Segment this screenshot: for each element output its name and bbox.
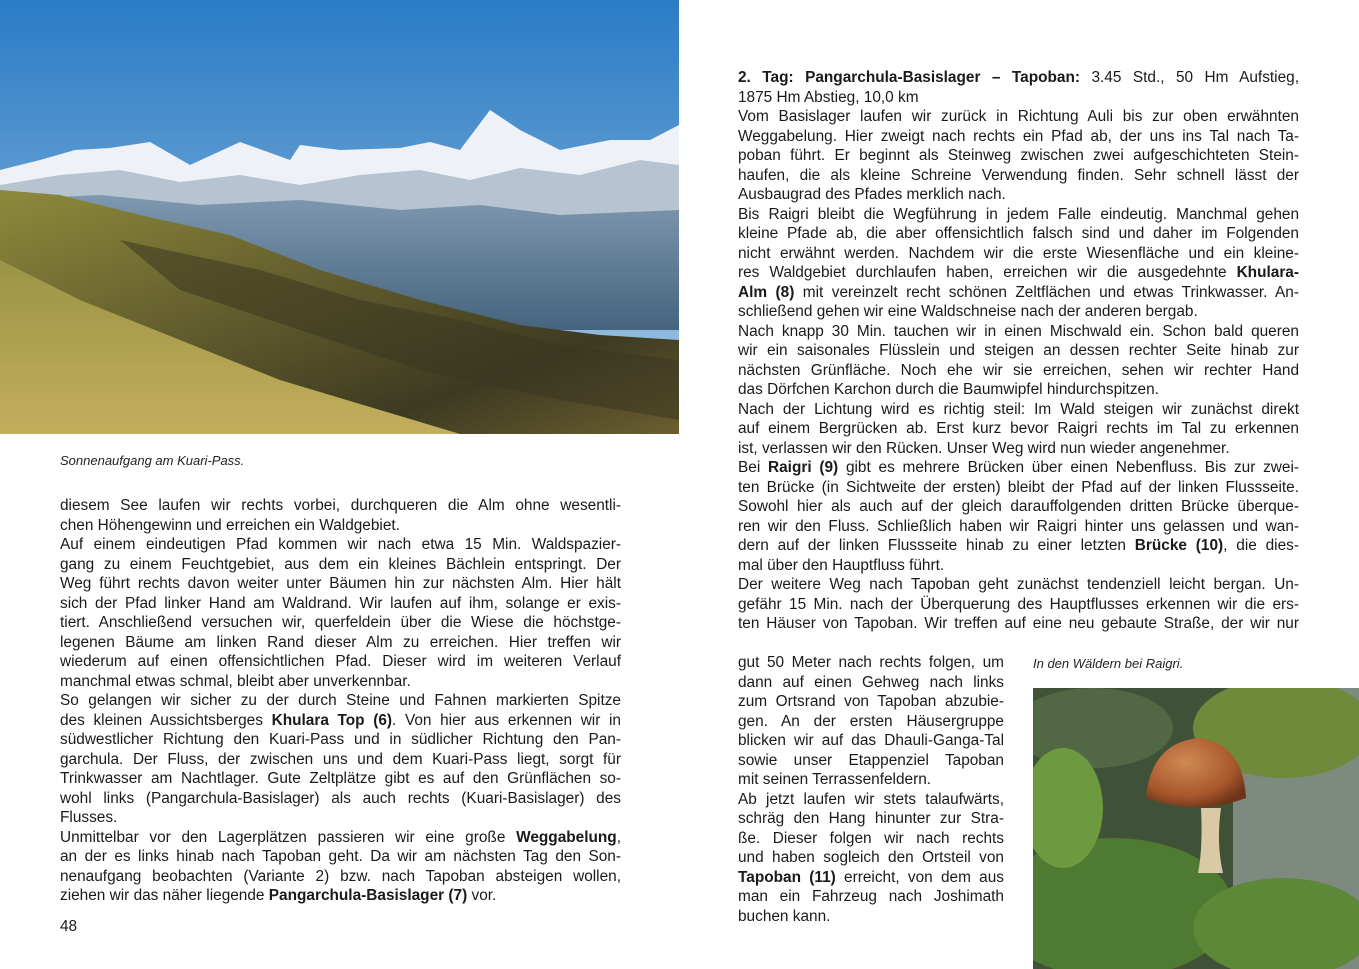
text-line: sich der Pfad linker Hand am Waldrand. Wir laufen auf ihm, solange er exis- [60, 594, 621, 612]
text-line: manchmal etwas schmal, bleibt aber unverkennbar. [60, 672, 411, 690]
bold-place-name: Khulara Top (6) [271, 711, 393, 729]
paragraph [738, 790, 1004, 927]
right-page-text [738, 68, 1299, 634]
left-page-text [60, 496, 621, 906]
text-line [738, 283, 1299, 303]
text-line [738, 68, 1299, 88]
text-segment: erreicht, von dem aus [835, 868, 1004, 886]
text-line: poban führt. Er beginnt als Steinweg zwischen zwei aufgeschichteten Stein- [738, 147, 1299, 164]
bold-place-name: Raigri (9) [768, 459, 839, 476]
paragraph [738, 205, 1299, 322]
text-line [738, 536, 1299, 556]
text-segment: Bei [738, 459, 768, 476]
text-segment: , [616, 828, 621, 846]
bold-place-name: 2. Tag: Pangarchula-Basislager – Tapoban: [738, 69, 1081, 86]
text-line: ist, verlassen wir den Rücken. Unser Weg wird nun wieder angenehmer. [738, 439, 1230, 457]
text-line: Weg führt rechts davon weiter unter Bäumen hin zur nächsten Alm. Hier hält [60, 575, 621, 592]
text-line: man ein Fahrzeug nach Joshimath [738, 888, 1004, 905]
page-number: 48 [60, 918, 78, 935]
text-line: mal über den Hauptfluss führt. [738, 556, 945, 574]
text-line: Nach knapp 30 Min. tauchen wir in einen Mischwald ein. Schon bald queren [738, 322, 1299, 340]
text-segment: gibt es mehrere Brücken über einen Nebenfluss. Bis zur zwei- [838, 459, 1299, 476]
photo-caption: Sonnenaufgang am Kuari-Pass. [60, 453, 245, 468]
text-line: Ab jetzt laufen wir stets talaufwärts, [738, 790, 1004, 808]
text-line: gen. An der ersten Häusergruppe [738, 712, 1004, 730]
text-line: nächsten Grünfläche. Noch ehe wir sie erreichen, sehen wir rechter Hand [738, 361, 1299, 379]
text-line: wir ein saisonales Flüsslein und steigen an dessen rechter Seite hinab zur [738, 342, 1299, 359]
bold-place-name: Tapoban (11) [738, 868, 836, 886]
paragraph [738, 653, 1004, 790]
text-line: Bis Raigri bleibt die Wegführung in jedem Falle eindeutig. Manchmal gehen [738, 205, 1299, 223]
text-line: garchula. Der Fluss, der zwischen uns und dem Kuari-Pass liegt, sorgt für [60, 750, 621, 768]
text-line: schließend gehen wir eine Waldschneise nach der anderen bergab. [738, 303, 1198, 320]
text-line [60, 711, 621, 731]
paragraph [738, 322, 1299, 400]
bold-place-name: Pangarchula-Basislager (7) [268, 887, 468, 904]
photo-sunrise-kuari-pass [0, 0, 679, 434]
text-line [738, 868, 1004, 888]
text-segment: mit vereinzelt recht schönen Zeltflächen und etwas Trinkwasser. An- [794, 283, 1299, 301]
text-line: schräg den Hang hinunter zur Stra- [738, 810, 1004, 827]
text-line: kleine Pfade ab, die aber offensichtlich falsch sind und daher im Folgenden [738, 225, 1299, 242]
photo-mushroom-raigri-forest [1033, 688, 1359, 969]
text-line: 1875 Hm Abstieg, 10,0 km [738, 88, 919, 106]
text-segment: , die dies- [1223, 537, 1299, 554]
text-line: zum Ortsrand von Tapoban abzubie- [738, 693, 1004, 710]
text-line: gefähr 15 Min. nach der Überquerung des Hauptflusses erkennen wir die ers- [738, 595, 1299, 613]
text-segment: dern auf der linken Flussseite hinab zu einer letzten [738, 537, 1135, 554]
text-line: gang zu einem Feuchtgebiet, aus dem ein kleines Bächlein entspringt. Der [60, 555, 621, 573]
text-line: ten Brücke (in Sichtweite der ersten) bleibt der Pfad auf der linken Flussseite. [738, 478, 1299, 496]
text-line: ten Häuser von Tapoban. Wir treffen auf eine neu gebaute Straße, der wir nur [738, 615, 1299, 632]
text-segment: ziehen wir das näher liegende [60, 887, 269, 904]
paragraph [738, 107, 1299, 205]
text-line: wohl links (Pangarchula-Basislager) als auch rechts (Kuari-Basislager) des [60, 789, 621, 807]
text-line: dann auf einen Gehweg nach links [738, 673, 1004, 691]
text-line: buchen kann. [738, 907, 831, 925]
text-line [738, 458, 1299, 478]
paragraph [60, 828, 621, 906]
text-segment: . Von hier aus erkennen wir in [392, 711, 621, 729]
paragraph [738, 575, 1299, 634]
paragraph [738, 68, 1299, 107]
text-line: Auf einem eindeutigen Pfad kommen wir nach etwa 15 Min. Waldspazier- [60, 536, 621, 553]
text-segment: res Waldgebiet durchlaufen haben, erreichen wir die ausgedehnte [738, 264, 1237, 281]
text-line [60, 886, 621, 906]
text-line: an der es links hinab nach Tapoban geht. Da wir am nächsten Tag den Son- [60, 848, 621, 865]
text-line [738, 263, 1299, 283]
text-line [60, 828, 621, 848]
text-line: Trinkwasser am Nachtlager. Gute Zeltplätze gibt es auf den Grünflächen so- [60, 770, 621, 787]
text-line: mit seinen Terrassenfeldern. [738, 771, 932, 788]
text-line: Der weitere Weg nach Tapoban geht zunächst tendenziell leicht bergan. Un- [738, 576, 1299, 593]
text-line: wiederum auf einen offensichtlichen Pfad. Dieser wird im weiteren Verlauf [60, 653, 621, 670]
paragraph [738, 458, 1299, 575]
right-page-text-wrapped [738, 653, 1004, 926]
text-segment: des kleinen Aussichtsberges [60, 711, 272, 729]
text-line: Nach der Lichtung wird es richtig steil: Im Wald steigen wir zunächst direkt [738, 400, 1299, 418]
text-line: das Dörfchen Karchon durch die Baumwipfel hindurchspitzen. [738, 381, 1159, 398]
text-line: chen Höhengewinn und erreichen ein Waldgebiet. [60, 516, 400, 534]
text-line: nenaufgang beobachten (Variante 2) bzw. nach Tapoban absteigen wollen, [60, 867, 621, 885]
text-line: ße. Dieser folgen wir nach rechts [738, 829, 1004, 847]
text-line: auf einem Bergrücken ab. Erst kurz bevor Raigri rechts im Tal zu erkennen [738, 420, 1299, 437]
text-line: sowie unser Etappenziel Tapoban [738, 751, 1004, 769]
photo-caption: In den Wäldern bei Raigri. [1033, 656, 1184, 671]
text-line: haufen, die als kleine Schreine Verwendung finden. Sehr schnell lässt der [738, 166, 1299, 184]
text-line: blicken wir auf das Dhauli-Ganga-Tal [738, 732, 1004, 749]
text-line: diesem See laufen wir rechts vorbei, durchqueren die Alm ohne wesentli- [60, 497, 621, 514]
text-segment: 3.45 Std., 50 Hm Aufstieg, [1080, 69, 1299, 86]
text-line: südwestlicher Richtung den Kuari-Pass und in südlicher Richtung den Pan- [60, 731, 621, 748]
paragraph [60, 496, 621, 535]
text-line: So gelangen wir sicher zu der durch Steine und Fahnen markierten Spitze [60, 692, 621, 709]
bold-place-name: Alm (8) [738, 283, 795, 301]
text-line: gut 50 Meter nach rechts folgen, um [738, 654, 1004, 671]
bold-place-name: Weggabelung [516, 828, 617, 846]
text-line: Ausbaugrad des Pfades merklich nach. [738, 186, 1006, 203]
text-line: und haben sogleich den Ortsteil von [738, 849, 1004, 866]
text-line: Vom Basislager laufen wir zurück in Richtung Auli bis zur oben erwähnten [738, 108, 1299, 125]
text-segment: Unmittelbar vor den Lagerplätzen passieren wir eine große [60, 828, 517, 846]
paragraph [738, 400, 1299, 459]
text-line: nicht erwähnt werden. Nachdem wir die erste Wiesenfläche und ein kleine- [738, 244, 1299, 262]
paragraph [60, 691, 621, 828]
bold-place-name: Khulara- [1236, 264, 1299, 281]
bold-place-name: Brücke (10) [1134, 537, 1224, 554]
text-line: legenen Bäume am linken Rand dieser Alm zu erreichen. Hier treffen wir [60, 633, 621, 651]
paragraph [60, 535, 621, 691]
text-line: Weggabelung. Hier zweigt nach rechts ein Pfad ab, der uns ins Tal nach Ta- [738, 127, 1299, 145]
text-line: Flusses. [60, 809, 118, 826]
text-line: ren wir den Fluss. Schließlich haben wir Raigri hinter uns gelassen und wan- [738, 517, 1299, 535]
text-line: tiert. Anschließend versuchen wir, querfeldein über die Wiese die höchstge- [60, 614, 621, 631]
text-line: Sowohl hier als auch auf der gleich darauffolgenden dritten Brücke überque- [738, 498, 1299, 515]
text-segment: vor. [467, 887, 497, 904]
